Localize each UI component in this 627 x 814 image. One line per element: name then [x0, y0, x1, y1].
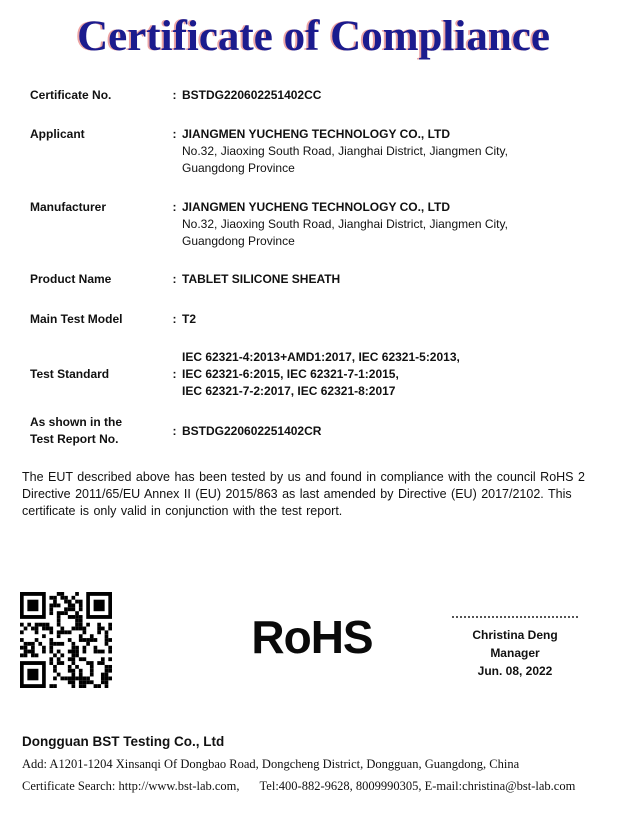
field-value: T2 — [182, 312, 197, 326]
field-label: Certificate No. — [30, 88, 112, 102]
field-colon: : — [172, 200, 177, 214]
field-value: JIANGMEN YUCHENG TECHNOLOGY CO., LTD — [182, 127, 451, 141]
lab-address: Add: A1201-1204 Xinsanqi Of Dongbao Road, Dongcheng District, Dongguan, Guangdong, China — [22, 757, 520, 771]
field-colon: : — [172, 312, 177, 326]
field-row-applicant — [30, 126, 607, 177]
field-row-product-name — [30, 271, 607, 288]
field-colon: : — [172, 127, 177, 141]
field-value-block — [182, 126, 607, 177]
lab-contact-line — [22, 779, 612, 794]
field-colon: : — [172, 423, 177, 438]
footer — [22, 734, 612, 794]
certificate-search-url: Certificate Search: http://www.bst-lab.com, — [22, 779, 240, 793]
field-label: Main Test Model — [30, 312, 123, 326]
signature-date: Jun. 08, 2022 — [477, 664, 553, 678]
certificate-fields — [30, 87, 607, 448]
field-colon: : — [172, 88, 177, 102]
field-row-certificate-no — [30, 87, 607, 104]
address-line: Guangdong Province — [182, 234, 295, 248]
qr-code — [20, 592, 112, 693]
address-line: No.32, Jiaoxing South Road, Jianghai District, Jiangmen City, — [182, 217, 508, 231]
signer-name: Christina Deng — [472, 628, 558, 642]
page-title: Certificate of Compliance — [77, 13, 550, 60]
field-row-manufacturer — [30, 199, 607, 250]
field-value: BSTDG220602251402CC — [182, 88, 322, 102]
standard-line: IEC 62321-7-2:2017, IEC 62321-8:2017 — [182, 384, 396, 398]
compliance-statement: The EUT described above has been tested by us and found in compliance with the council RoHS 2 Directive 2011/65/EU Annex II (EU) 2015/863 as last amended by Directive (EU) 2017/2102. This certificate is only valid in conjunction with the test report. — [22, 470, 585, 518]
rohs-logo: RoHS — [251, 611, 373, 663]
field-value-block — [182, 349, 607, 400]
signature-dotted-line — [452, 616, 578, 618]
field-colon: : — [172, 367, 177, 381]
lab-company-name: Dongguan BST Testing Co., Ltd — [22, 734, 225, 749]
field-row-test-standard — [30, 349, 607, 400]
field-label: Applicant — [30, 127, 85, 141]
field-value: JIANGMEN YUCHENG TECHNOLOGY CO., LTD — [182, 200, 451, 214]
field-value: TABLET SILICONE SHEATH — [182, 272, 341, 286]
field-label: Test Standard — [30, 367, 110, 381]
field-value-block — [182, 199, 607, 250]
field-label-block — [30, 414, 167, 448]
address-line: No.32, Jiaoxing South Road, Jianghai District, Jiangmen City, — [182, 144, 508, 158]
field-label: Manufacturer — [30, 200, 107, 214]
lab-phone-email: Tel:400-882-9628, 8009990305, E-mail:christina@bst-lab.com — [259, 779, 576, 793]
standard-line: IEC 62321-6:2015, IEC 62321-7-1:2015, — [182, 367, 399, 381]
field-row-test-report-no — [30, 414, 607, 448]
signature-block — [452, 616, 578, 680]
field-value: BSTDG220602251402CR — [182, 423, 322, 438]
signer-role: Manager — [490, 646, 540, 660]
field-label-line: Test Report No. — [30, 432, 119, 446]
address-line: Guangdong Province — [182, 161, 295, 175]
field-row-main-test-model — [30, 311, 607, 328]
field-label: Product Name — [30, 272, 112, 286]
field-colon: : — [172, 272, 177, 286]
standard-line: IEC 62321-4:2013+AMD1:2017, IEC 62321-5:2013, — [182, 350, 460, 364]
field-label-line: As shown in the — [30, 415, 123, 429]
